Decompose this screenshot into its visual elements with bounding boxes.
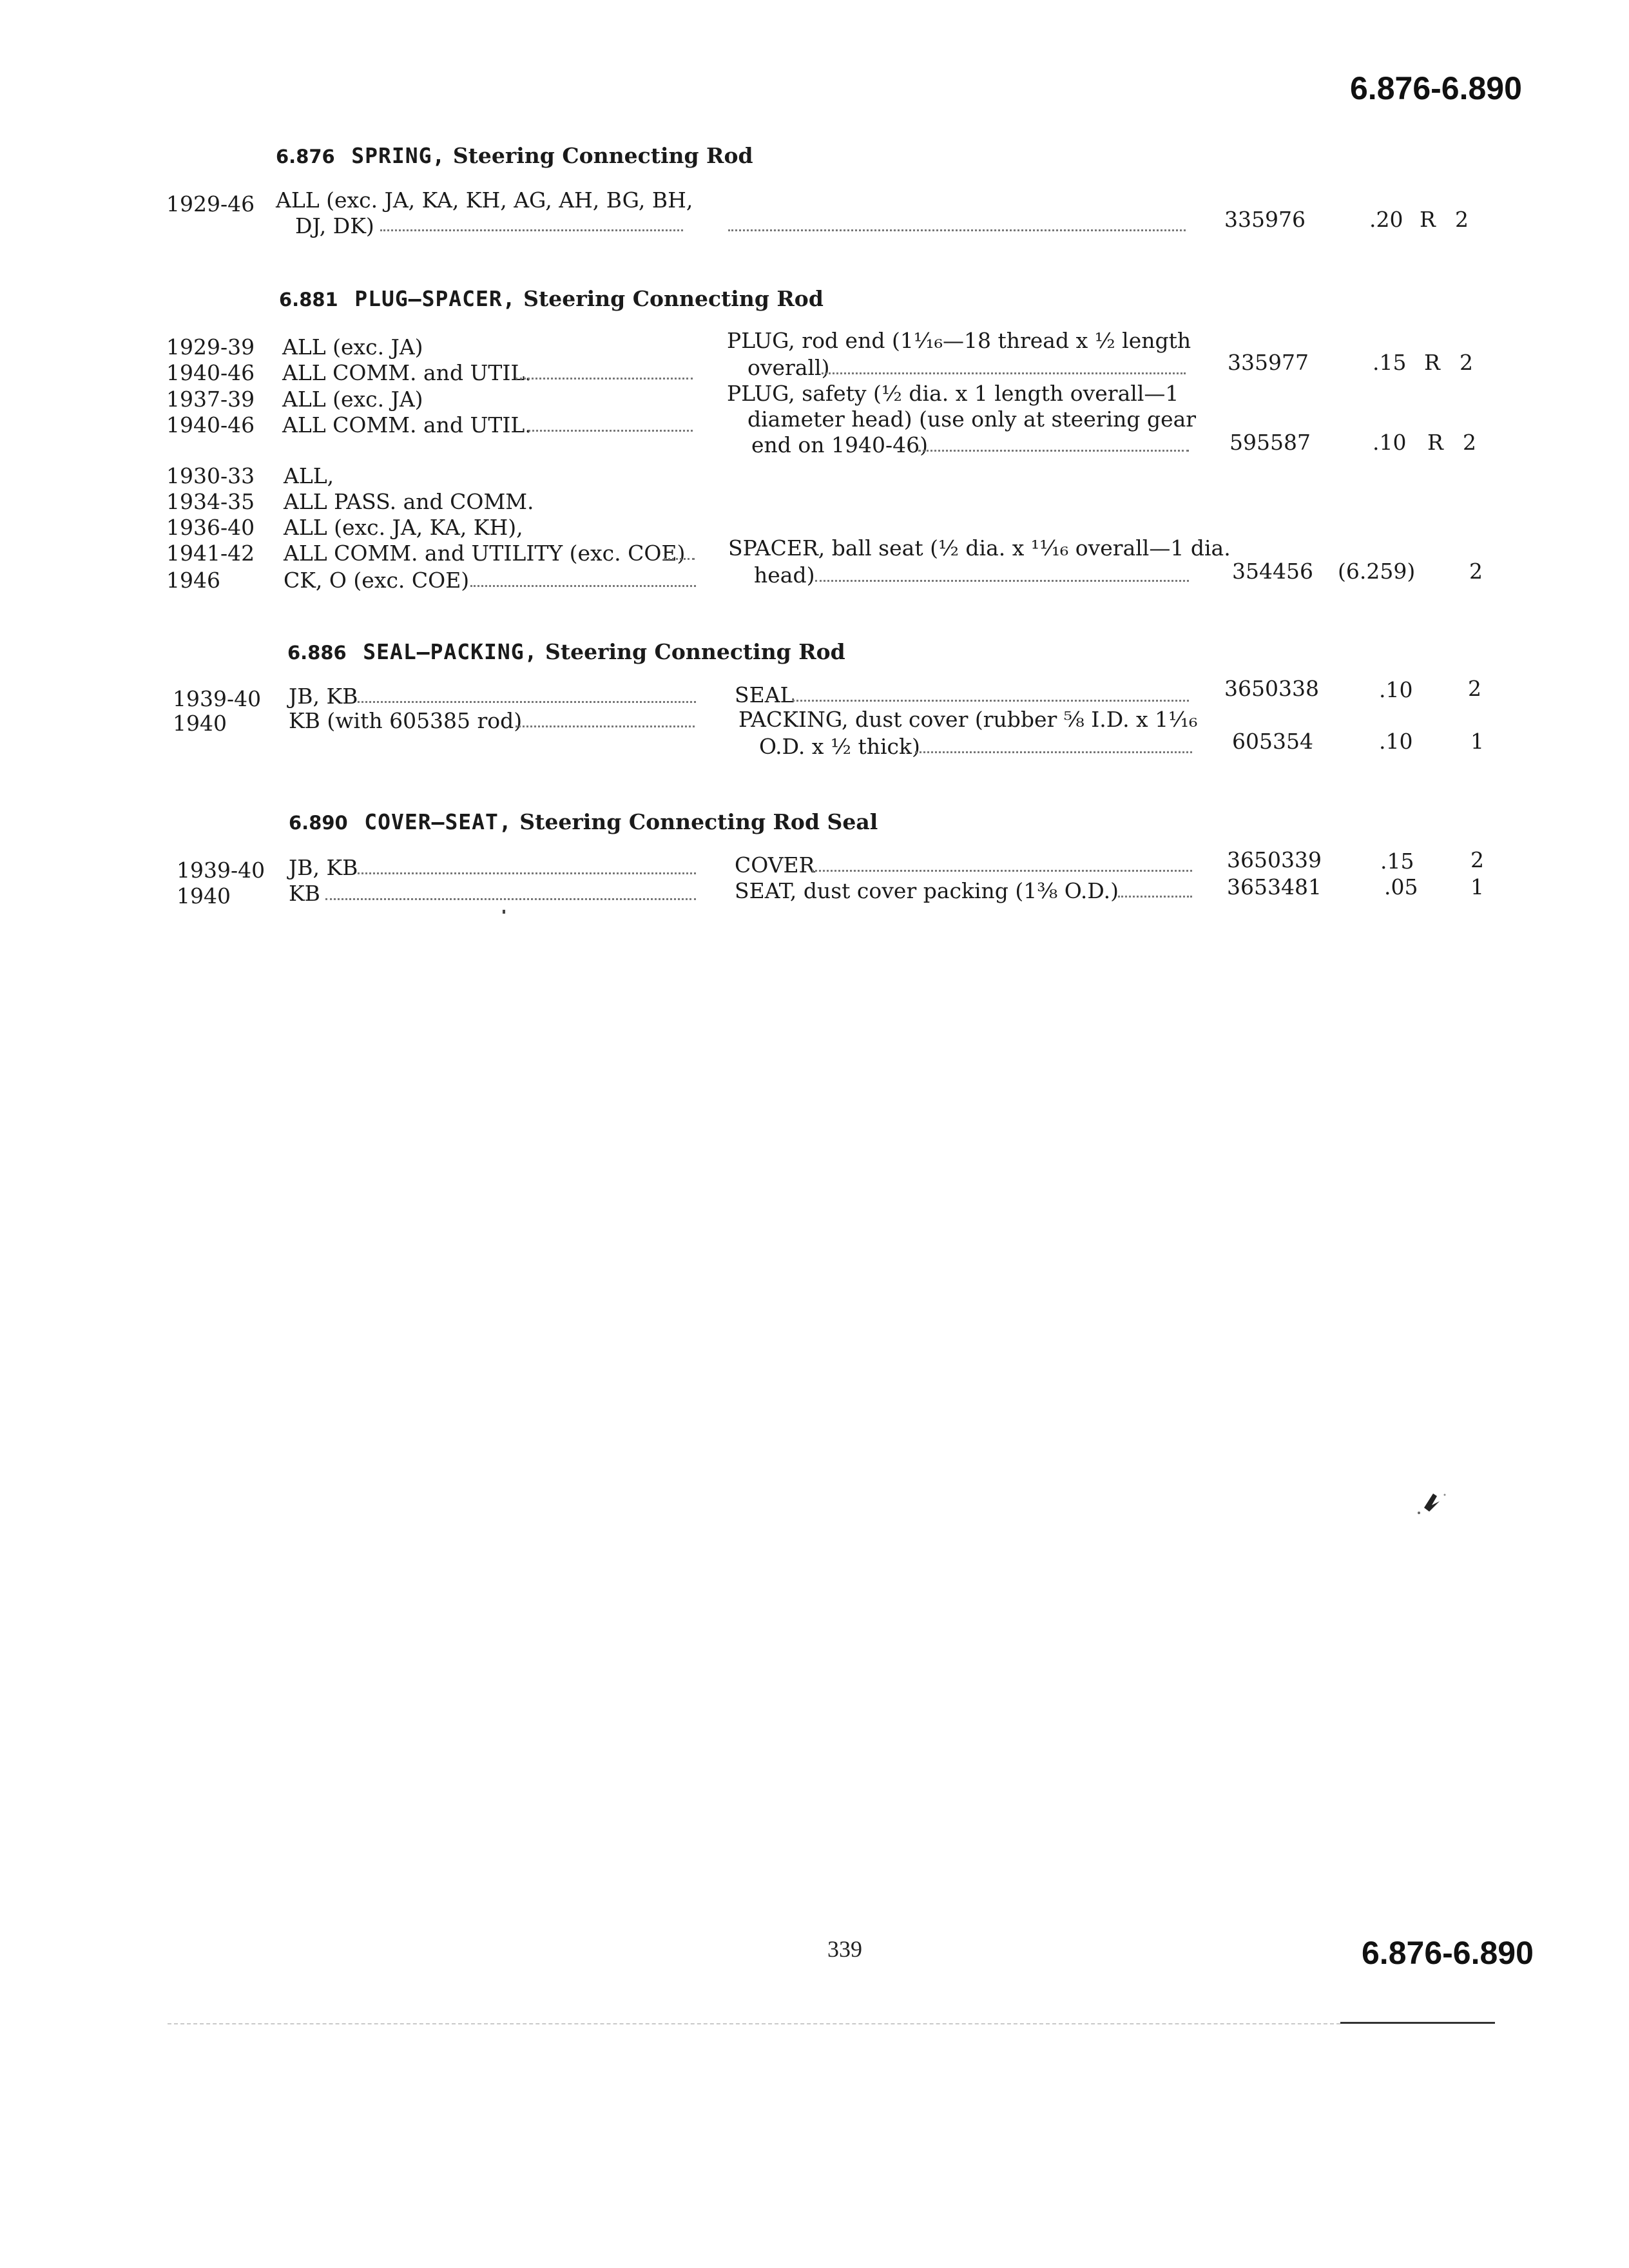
flag: R [1424, 350, 1440, 375]
item-desc: COVER [735, 852, 815, 878]
section-heading-6876 [276, 143, 753, 168]
row-models: ALL (exc. JA) [282, 387, 423, 412]
section-heading-6881 [279, 286, 824, 311]
leader-dots [728, 227, 1186, 231]
row-years: 1939-40 [173, 686, 262, 711]
part-number: 3653481 [1227, 874, 1322, 899]
item-desc-cont: head) [754, 562, 815, 588]
flag: R [1427, 430, 1443, 455]
part-number: 595587 [1229, 430, 1311, 455]
price: .15 [1380, 849, 1414, 874]
flag: R [1420, 207, 1436, 232]
row-years: 1937-39 [166, 387, 255, 412]
leader-dots [516, 723, 695, 727]
row-models: ALL COMM. and UTIL. [282, 360, 532, 385]
footer-rule-faint [168, 2023, 1340, 2024]
scan-speck [503, 910, 505, 914]
row-models: ALL COMM. and UTIL. [282, 412, 532, 437]
row-years: 1939-40 [177, 858, 265, 883]
part-number: 335977 [1228, 350, 1309, 375]
page-number: 339 [827, 1936, 862, 1962]
leader-dots [918, 447, 1189, 452]
leader-dots [815, 577, 1189, 582]
section-name: SEAL—PACKING, [363, 639, 538, 664]
item-desc: SEAL [735, 682, 795, 707]
price: .10 [1379, 729, 1413, 754]
leader-dots [358, 870, 696, 874]
row-years: 1929-39 [166, 334, 255, 360]
price: (6.259) [1338, 559, 1416, 584]
price: .10 [1379, 677, 1413, 702]
row-years: 1934-35 [166, 489, 255, 514]
item-desc: SEAT, dust cover packing (1⅜ O.D.) [735, 878, 1119, 903]
item-desc-cont: end on 1940-46) [751, 432, 929, 457]
section-heading-6890 [289, 809, 878, 834]
item-desc-cont: overall) [747, 355, 830, 380]
price: .15 [1373, 350, 1407, 375]
row-years: 1941-42 [166, 541, 255, 566]
row-models: ALL (exc. JA) [282, 334, 423, 360]
qty: 2 [1470, 847, 1484, 872]
item-desc: PLUG, rod end (1¹⁄₁₆—18 thread x ½ length [727, 328, 1191, 353]
leader-dots [822, 370, 1186, 374]
item-desc: SPACER, ball seat (½ dia. x ¹¹⁄₁₆ overall—1 dia. [728, 535, 1231, 561]
leader-dots [793, 697, 1189, 702]
ink-smudge-icon [1411, 1482, 1456, 1521]
qty: 2 [1455, 207, 1469, 232]
row-years: 1940-46 [166, 360, 255, 385]
row-years: 1930-33 [166, 463, 255, 488]
section-desc: Steering Connecting Rod [523, 286, 824, 311]
qty: 2 [1468, 676, 1481, 701]
part-number: 3650338 [1224, 676, 1319, 701]
section-desc: Steering Connecting Rod [545, 639, 845, 664]
leader-dots [528, 427, 693, 432]
section-desc: Steering Connecting Rod [452, 143, 753, 168]
section-code: 6.886 [287, 642, 347, 664]
section-code: 6.881 [279, 289, 338, 311]
row-models: KB (with 605385 rod) [289, 708, 523, 733]
row-years: 1940 [173, 711, 227, 736]
part-number: 3650339 [1227, 847, 1322, 872]
row-models: JB, KB [289, 855, 358, 880]
row-models: ALL COMM. and UTILITY (exc. COE) [284, 541, 686, 566]
page-range-header: 6.876-6.890 [1350, 70, 1522, 106]
item-desc: PACKING, dust cover (rubber ⅝ I.D. x 1¹⁄₁₆ [738, 707, 1198, 732]
item-desc-cont: diameter head) (use only at steering gear [747, 407, 1197, 432]
qty: 2 [1460, 350, 1473, 375]
leader-dots [380, 227, 683, 231]
price: .10 [1373, 430, 1407, 455]
part-number: 335976 [1224, 207, 1306, 232]
row-years: 1946 [166, 568, 220, 593]
item-desc: PLUG, safety (½ dia. x 1 length overall—1 [727, 381, 1179, 406]
row-years: 1929-46 [166, 191, 255, 216]
row-models: ALL (exc. JA, KA, KH, AG, AH, BG, BH, [276, 187, 693, 213]
row-models: JB, KB [289, 684, 358, 709]
qty: 1 [1470, 874, 1484, 899]
leader-dots [516, 375, 693, 380]
row-years: 1940 [177, 883, 231, 908]
row-years: 1940-46 [166, 412, 255, 437]
leader-dots [812, 867, 1192, 872]
section-code: 6.890 [289, 812, 348, 834]
qty: 2 [1463, 430, 1476, 455]
row-models: ALL, [284, 463, 334, 488]
row-models: ALL PASS. and COMM. [284, 489, 534, 514]
leader-dots [358, 698, 696, 703]
leader-dots [915, 749, 1192, 753]
qty: 1 [1470, 729, 1484, 754]
page-range-footer: 6.876-6.890 [1362, 1935, 1534, 1971]
section-name: COVER—SEAT, [364, 809, 512, 834]
leader-dots [325, 896, 696, 900]
section-name: SPRING, [351, 143, 446, 168]
qty: 2 [1469, 559, 1483, 584]
footer-rule [1340, 2022, 1495, 2024]
row-models: KB [289, 881, 320, 906]
row-models: CK, O (exc. COE) [284, 568, 470, 593]
part-number: 605354 [1232, 729, 1313, 754]
leader-dots [470, 582, 696, 587]
item-desc-cont: O.D. x ½ thick) [759, 734, 920, 759]
section-desc: Steering Connecting Rod Seal [519, 809, 878, 834]
part-number: 354456 [1232, 559, 1313, 584]
section-code: 6.876 [276, 146, 335, 168]
leader-dots [1118, 893, 1192, 898]
section-name: PLUG—SPACER, [354, 286, 516, 311]
price: .05 [1384, 874, 1418, 899]
section-heading-6886 [287, 639, 845, 664]
row-years: 1936-40 [166, 515, 255, 540]
price: .20 [1369, 207, 1403, 232]
row-models-cont: DJ, DK) [295, 213, 374, 238]
row-models: ALL (exc. JA, KA, KH), [284, 515, 523, 540]
leader-dots [664, 555, 695, 560]
